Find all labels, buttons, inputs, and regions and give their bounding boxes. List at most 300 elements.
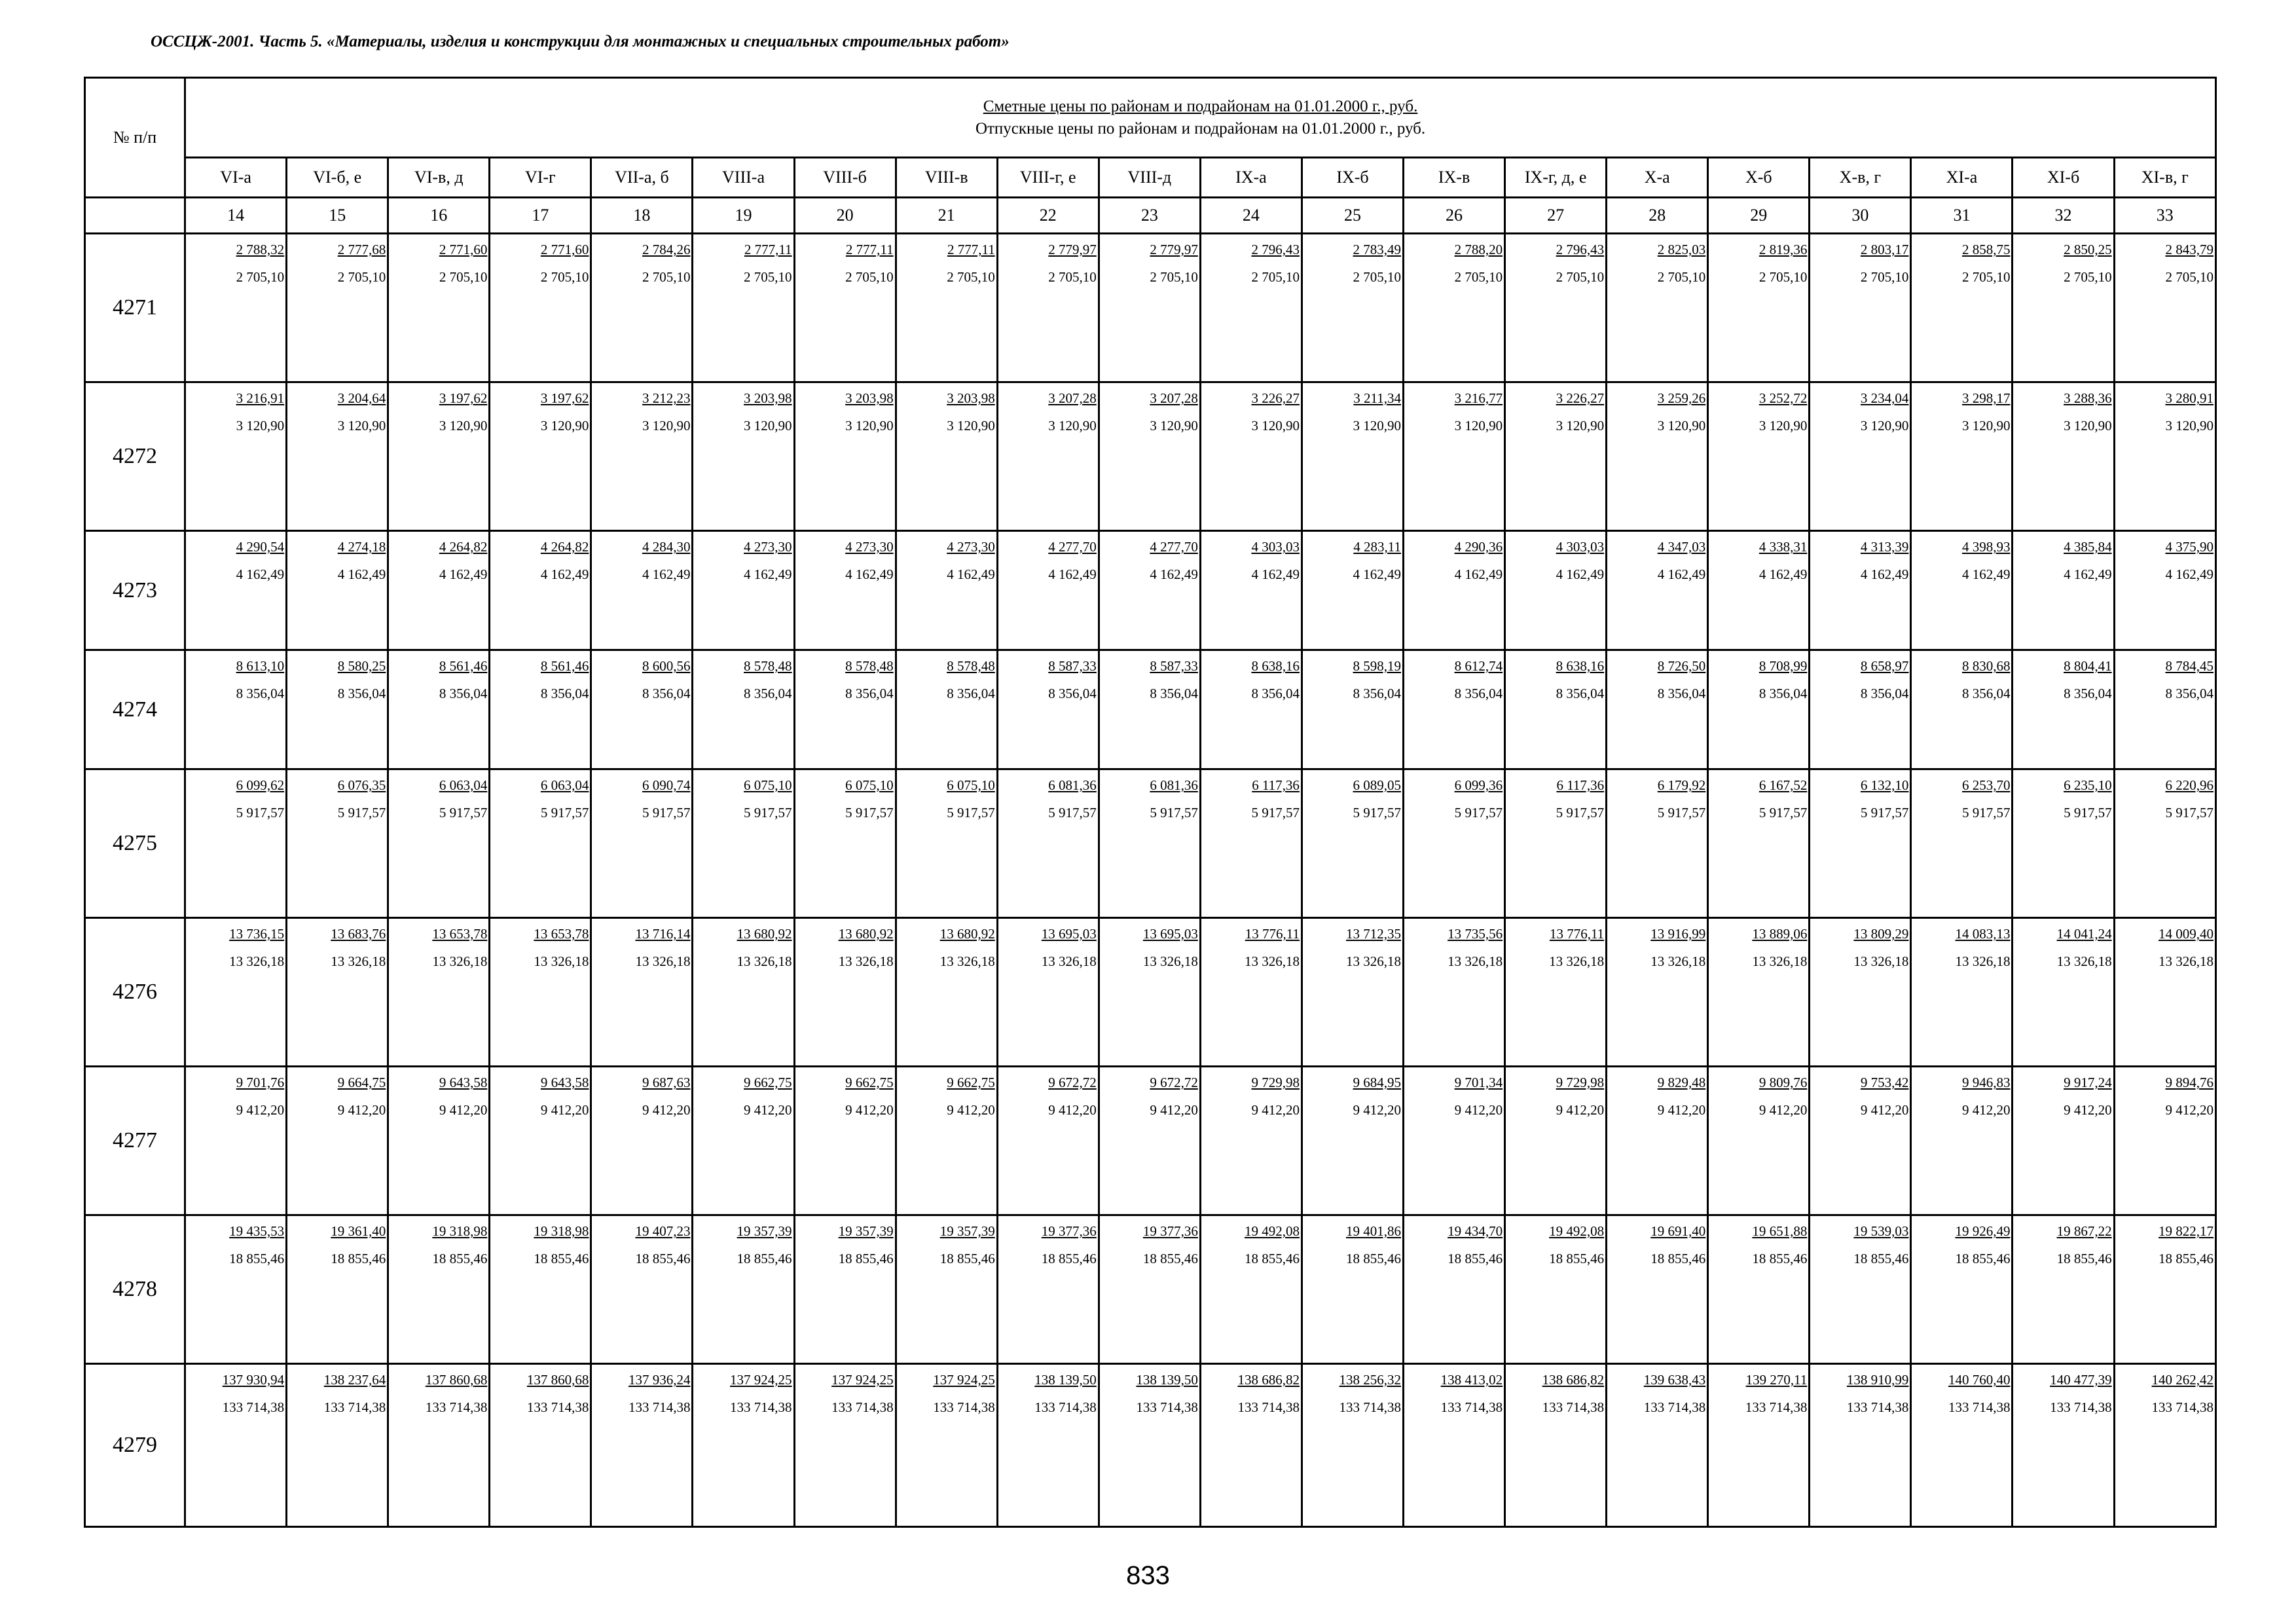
release-price: 4 162,49 — [1657, 566, 1706, 582]
price-cell — [1505, 1067, 1607, 1215]
release-price: 13 326,18 — [737, 953, 792, 969]
column-number: 17 — [490, 198, 591, 234]
release-price: 5 917,57 — [1961, 805, 2011, 821]
table-row — [85, 531, 2216, 650]
release-price: 3 120,90 — [642, 418, 691, 434]
row-number: 4277 — [85, 1067, 185, 1215]
price-cell — [1708, 650, 1810, 769]
price-cell — [591, 1364, 693, 1527]
price-cell — [997, 382, 1099, 531]
column-number: 33 — [2114, 198, 2215, 234]
price-cell — [1911, 234, 2013, 382]
estimate-price: 137 924,25 — [730, 1372, 792, 1388]
price-cell — [997, 234, 1099, 382]
price-cell — [1200, 1067, 1302, 1215]
column-number: 31 — [1911, 198, 2013, 234]
price-cell — [287, 918, 388, 1067]
price-cell — [2013, 1067, 2114, 1215]
estimate-price: 6 220,96 — [2165, 777, 2214, 793]
title-estimate: Сметные цены по районам и подрайонам на 01.01.2000 г., руб. — [983, 97, 1418, 115]
estimate-price: 4 264,82 — [540, 539, 589, 555]
price-cell — [997, 531, 1099, 650]
price-cell — [388, 918, 490, 1067]
estimate-price: 14 009,40 — [2159, 926, 2214, 942]
column-number: 23 — [1099, 198, 1200, 234]
release-price: 5 917,57 — [744, 805, 792, 821]
release-price: 18 855,46 — [635, 1251, 691, 1266]
release-price: 18 855,46 — [1346, 1251, 1402, 1266]
row-number: 4274 — [85, 650, 185, 769]
release-price: 18 855,46 — [1549, 1251, 1605, 1266]
price-cell — [1708, 382, 1810, 531]
release-price: 133 714,38 — [1542, 1399, 1605, 1415]
release-price: 8 356,04 — [845, 686, 894, 701]
estimate-price: 2 777,11 — [744, 242, 792, 257]
price-cell — [1200, 382, 1302, 531]
release-price: 2 705,10 — [2064, 269, 2112, 285]
price-cell — [1708, 1215, 1810, 1364]
release-price: 4 162,49 — [1353, 566, 1402, 582]
release-price: 4 162,49 — [1961, 566, 2011, 582]
price-cell — [1302, 1364, 1403, 1527]
price-cell — [1810, 650, 1911, 769]
estimate-price: 6 090,74 — [642, 777, 691, 793]
estimate-price: 139 638,43 — [1643, 1372, 1706, 1388]
price-cell — [2114, 769, 2215, 918]
release-price: 9 412,20 — [744, 1102, 792, 1118]
release-price: 5 917,57 — [1048, 805, 1097, 821]
estimate-price: 8 784,45 — [2165, 658, 2214, 674]
release-price: 2 705,10 — [1048, 269, 1097, 285]
price-cell — [1708, 1364, 1810, 1527]
release-price: 3 120,90 — [1353, 418, 1402, 434]
release-price: 3 120,90 — [2165, 418, 2214, 434]
estimate-price: 3 204,64 — [337, 390, 386, 406]
estimate-price: 137 860,68 — [425, 1372, 488, 1388]
district-header: XI-б — [2013, 158, 2114, 198]
release-price: 8 356,04 — [1150, 686, 1198, 701]
price-cell — [185, 234, 287, 382]
estimate-price: 9 662,75 — [744, 1075, 792, 1090]
release-price: 3 120,90 — [236, 418, 285, 434]
release-price: 9 412,20 — [2165, 1102, 2214, 1118]
estimate-price: 138 413,02 — [1440, 1372, 1503, 1388]
release-price: 9 412,20 — [1961, 1102, 2011, 1118]
release-price: 18 855,46 — [1853, 1251, 1909, 1266]
estimate-price: 9 643,58 — [540, 1075, 589, 1090]
price-cell — [794, 234, 896, 382]
release-price: 4 162,49 — [236, 566, 285, 582]
release-price: 18 855,46 — [229, 1251, 285, 1266]
estimate-price: 138 256,32 — [1339, 1372, 1402, 1388]
price-cell — [1099, 382, 1200, 531]
page-header: ОССЦЖ-2001. Часть 5. «Материалы, изделия и конструкции для монтажных и специальных строительных работ» — [151, 33, 1010, 50]
release-price: 133 714,38 — [425, 1399, 488, 1415]
release-price: 9 412,20 — [1556, 1102, 1605, 1118]
release-price: 3 120,90 — [2064, 418, 2112, 434]
estimate-price: 3 298,17 — [1961, 390, 2011, 406]
estimate-price: 13 653,78 — [432, 926, 488, 942]
release-price: 8 356,04 — [1758, 686, 1808, 701]
price-cell — [591, 382, 693, 531]
release-price: 13 326,18 — [1041, 953, 1097, 969]
release-price: 5 917,57 — [1454, 805, 1503, 821]
release-price: 133 714,38 — [1339, 1399, 1402, 1415]
price-cell — [2114, 1067, 2215, 1215]
price-cell — [1200, 918, 1302, 1067]
price-cell — [287, 769, 388, 918]
price-cell — [1810, 918, 1911, 1067]
release-price: 2 705,10 — [642, 269, 691, 285]
estimate-price: 6 063,04 — [439, 777, 488, 793]
row-number: 4272 — [85, 382, 185, 531]
release-price: 133 714,38 — [831, 1399, 894, 1415]
release-price: 2 705,10 — [540, 269, 589, 285]
price-cell — [997, 1215, 1099, 1364]
release-price: 18 855,46 — [1650, 1251, 1706, 1266]
price-cell — [693, 1215, 794, 1364]
estimate-price: 8 726,50 — [1657, 658, 1706, 674]
price-cell — [591, 1215, 693, 1364]
release-price: 8 356,04 — [642, 686, 691, 701]
release-price: 13 326,18 — [635, 953, 691, 969]
estimate-price: 4 385,84 — [2064, 539, 2112, 555]
price-cell — [388, 382, 490, 531]
estimate-price: 13 683,76 — [331, 926, 386, 942]
district-header: IX-г, д, е — [1505, 158, 1607, 198]
price-cell — [693, 918, 794, 1067]
estimate-price: 9 753,42 — [1860, 1075, 1909, 1090]
estimate-price: 2 843,79 — [2165, 242, 2214, 257]
price-cell — [1708, 769, 1810, 918]
price-cell — [1708, 531, 1810, 650]
estimate-price: 13 776,11 — [1549, 926, 1605, 942]
district-header: IX-в — [1404, 158, 1505, 198]
release-price: 9 412,20 — [439, 1102, 488, 1118]
release-price: 2 705,10 — [2165, 269, 2214, 285]
column-number: 20 — [794, 198, 896, 234]
release-price: 133 714,38 — [1136, 1399, 1198, 1415]
table-row — [85, 918, 2216, 1067]
release-price: 3 120,90 — [1758, 418, 1808, 434]
estimate-price: 3 197,62 — [439, 390, 488, 406]
release-price: 5 917,57 — [1657, 805, 1706, 821]
district-header: X-б — [1708, 158, 1810, 198]
release-price: 4 162,49 — [439, 566, 488, 582]
price-cell — [2114, 531, 2215, 650]
estimate-price: 139 270,11 — [1745, 1372, 1808, 1388]
price-cell — [1200, 531, 1302, 650]
district-header: VII-а, б — [591, 158, 693, 198]
estimate-price: 3 259,26 — [1657, 390, 1706, 406]
estimate-price: 6 081,36 — [1150, 777, 1198, 793]
release-price: 5 917,57 — [947, 805, 995, 821]
estimate-price: 2 796,43 — [1556, 242, 1605, 257]
release-price: 9 412,20 — [845, 1102, 894, 1118]
release-price: 2 705,10 — [1961, 269, 2011, 285]
column-number: 26 — [1404, 198, 1505, 234]
price-cell — [1099, 234, 1200, 382]
release-price: 8 356,04 — [1860, 686, 1909, 701]
estimate-price: 137 860,68 — [526, 1372, 589, 1388]
price-cell — [2013, 234, 2114, 382]
price-cell — [1708, 1067, 1810, 1215]
price-cell — [185, 1067, 287, 1215]
price-cell — [2013, 382, 2114, 531]
estimate-price: 6 075,10 — [845, 777, 894, 793]
price-cell — [1302, 382, 1403, 531]
estimate-price: 19 357,39 — [838, 1223, 894, 1239]
estimate-price: 6 063,04 — [540, 777, 589, 793]
estimate-price: 13 735,56 — [1448, 926, 1503, 942]
estimate-price: 2 796,43 — [1251, 242, 1300, 257]
release-price: 3 120,90 — [1556, 418, 1605, 434]
estimate-price: 8 587,33 — [1150, 658, 1198, 674]
release-price: 13 326,18 — [1448, 953, 1503, 969]
price-cell — [388, 1215, 490, 1364]
price-cell — [388, 531, 490, 650]
row-number: 4276 — [85, 918, 185, 1067]
release-price: 13 326,18 — [1346, 953, 1402, 969]
estimate-price: 13 712,35 — [1346, 926, 1402, 942]
estimate-price: 9 664,75 — [337, 1075, 386, 1090]
release-price: 5 917,57 — [1556, 805, 1605, 821]
price-cell — [1911, 382, 2013, 531]
estimate-price: 3 226,27 — [1556, 390, 1605, 406]
price-cell — [287, 1364, 388, 1527]
release-price: 9 412,20 — [1048, 1102, 1097, 1118]
release-price: 133 714,38 — [2151, 1399, 2214, 1415]
release-price: 9 412,20 — [236, 1102, 285, 1118]
price-cell — [1911, 1067, 2013, 1215]
estimate-price: 13 809,29 — [1853, 926, 1909, 942]
release-price: 8 356,04 — [1454, 686, 1503, 701]
release-price: 4 162,49 — [1860, 566, 1909, 582]
estimate-price: 8 600,56 — [642, 658, 691, 674]
estimate-price: 6 167,52 — [1758, 777, 1808, 793]
price-cell — [1404, 234, 1505, 382]
price-cell — [1302, 918, 1403, 1067]
price-cell — [388, 769, 490, 918]
price-cell — [1708, 234, 1810, 382]
price-cell — [388, 650, 490, 769]
release-price: 18 855,46 — [939, 1251, 995, 1266]
release-price: 2 705,10 — [236, 269, 285, 285]
release-price: 2 705,10 — [1758, 269, 1808, 285]
row-number: 4271 — [85, 234, 185, 382]
release-price: 3 120,90 — [1860, 418, 1909, 434]
table-row — [85, 1067, 2216, 1215]
estimate-price: 9 662,75 — [845, 1075, 894, 1090]
estimate-price: 4 338,31 — [1758, 539, 1808, 555]
price-cell — [2114, 1364, 2215, 1527]
estimate-price: 3 203,98 — [947, 390, 995, 406]
release-price: 133 714,38 — [933, 1399, 995, 1415]
price-cell — [490, 1067, 591, 1215]
estimate-price: 19 539,03 — [1853, 1223, 1909, 1239]
price-cell — [591, 234, 693, 382]
price-cell — [1099, 1364, 1200, 1527]
price-cell — [1099, 1067, 1200, 1215]
price-cell — [2013, 1364, 2114, 1527]
release-price: 8 356,04 — [744, 686, 792, 701]
estimate-price: 9 829,48 — [1657, 1075, 1706, 1090]
release-price: 13 326,18 — [2159, 953, 2214, 969]
estimate-price: 6 117,36 — [1556, 777, 1605, 793]
release-price: 3 120,90 — [540, 418, 589, 434]
estimate-price: 8 804,41 — [2064, 658, 2112, 674]
estimate-price: 4 283,11 — [1353, 539, 1402, 555]
release-price: 13 326,18 — [1752, 953, 1808, 969]
release-price: 9 412,20 — [1657, 1102, 1706, 1118]
price-cell — [591, 769, 693, 918]
estimate-price: 3 211,34 — [1353, 390, 1402, 406]
column-number: 29 — [1708, 198, 1810, 234]
release-price: 133 714,38 — [1034, 1399, 1097, 1415]
estimate-price: 8 638,16 — [1556, 658, 1605, 674]
release-price: 8 356,04 — [1251, 686, 1300, 701]
price-cell — [1404, 769, 1505, 918]
estimate-price: 19 492,08 — [1549, 1223, 1605, 1239]
price-cell — [2013, 769, 2114, 918]
price-cell — [794, 531, 896, 650]
release-price: 5 917,57 — [439, 805, 488, 821]
price-cell — [794, 769, 896, 918]
price-cell — [794, 650, 896, 769]
district-header: X-а — [1607, 158, 1708, 198]
estimate-price: 19 318,98 — [432, 1223, 488, 1239]
estimate-price: 19 435,53 — [229, 1223, 285, 1239]
price-cell — [1302, 650, 1403, 769]
release-price: 8 356,04 — [540, 686, 589, 701]
estimate-price: 13 695,03 — [1041, 926, 1097, 942]
release-price: 8 356,04 — [947, 686, 995, 701]
release-price: 9 412,20 — [1758, 1102, 1808, 1118]
price-cell — [1911, 1364, 2013, 1527]
release-price: 3 120,90 — [744, 418, 792, 434]
table-row — [85, 650, 2216, 769]
estimate-price: 4 313,39 — [1860, 539, 1909, 555]
price-cell — [1607, 1067, 1708, 1215]
release-price: 5 917,57 — [540, 805, 589, 821]
price-cell — [185, 918, 287, 1067]
release-price: 13 326,18 — [432, 953, 488, 969]
estimate-price: 13 736,15 — [229, 926, 285, 942]
column-number-blank — [85, 198, 185, 234]
price-cell — [896, 650, 997, 769]
release-price: 133 714,38 — [1948, 1399, 2011, 1415]
estimate-price: 9 894,76 — [2165, 1075, 2214, 1090]
estimate-price: 140 477,39 — [2050, 1372, 2112, 1388]
estimate-price: 138 910,99 — [1846, 1372, 1909, 1388]
release-price: 3 120,90 — [337, 418, 386, 434]
release-price: 9 412,20 — [1251, 1102, 1300, 1118]
price-cell — [185, 650, 287, 769]
estimate-price: 8 830,68 — [1961, 658, 2011, 674]
release-price: 8 356,04 — [1353, 686, 1402, 701]
estimate-price: 2 803,17 — [1860, 242, 1909, 257]
estimate-price: 19 434,70 — [1448, 1223, 1503, 1239]
price-cell — [185, 769, 287, 918]
estimate-price: 19 357,39 — [737, 1223, 792, 1239]
release-price: 3 120,90 — [1454, 418, 1503, 434]
column-number: 28 — [1607, 198, 1708, 234]
price-cell — [794, 1215, 896, 1364]
column-number: 14 — [185, 198, 287, 234]
release-price: 8 356,04 — [2165, 686, 2214, 701]
estimate-price: 13 776,11 — [1245, 926, 1300, 942]
release-price: 133 714,38 — [323, 1399, 386, 1415]
price-cell — [1200, 234, 1302, 382]
estimate-price: 19 492,08 — [1244, 1223, 1300, 1239]
estimate-price: 3 197,62 — [540, 390, 589, 406]
estimate-price: 9 729,98 — [1556, 1075, 1605, 1090]
estimate-price: 4 264,82 — [439, 539, 488, 555]
estimate-price: 6 075,10 — [744, 777, 792, 793]
price-cell — [1302, 1067, 1403, 1215]
estimate-price: 4 277,70 — [1048, 539, 1097, 555]
price-cell — [1505, 769, 1607, 918]
estimate-price: 2 788,32 — [236, 242, 285, 257]
release-price: 5 917,57 — [2064, 805, 2112, 821]
release-price: 18 855,46 — [432, 1251, 488, 1266]
estimate-price: 138 139,50 — [1034, 1372, 1097, 1388]
estimate-price: 8 638,16 — [1251, 658, 1300, 674]
release-price: 13 326,18 — [1650, 953, 1706, 969]
price-cell — [2114, 918, 2215, 1067]
estimate-price: 19 651,88 — [1752, 1223, 1808, 1239]
estimate-price: 4 290,36 — [1454, 539, 1503, 555]
price-cell — [997, 1364, 1099, 1527]
release-price: 5 917,57 — [1353, 805, 1402, 821]
price-cell — [388, 234, 490, 382]
estimate-price: 4 273,30 — [744, 539, 792, 555]
price-cell — [2013, 1215, 2114, 1364]
price-cell — [1200, 650, 1302, 769]
release-price: 3 120,90 — [947, 418, 995, 434]
estimate-price: 138 237,64 — [323, 1372, 386, 1388]
price-cell — [693, 234, 794, 382]
table-row — [85, 1364, 2216, 1527]
estimate-price: 13 916,99 — [1650, 926, 1706, 942]
price-cell — [1099, 918, 1200, 1067]
release-price: 4 162,49 — [540, 566, 589, 582]
estimate-price: 8 658,97 — [1860, 658, 1909, 674]
estimate-price: 9 672,72 — [1048, 1075, 1097, 1090]
price-cell — [1505, 650, 1607, 769]
price-cell — [1505, 382, 1607, 531]
district-header: XI-в, г — [2114, 158, 2215, 198]
district-header: VI-г — [490, 158, 591, 198]
estimate-price: 137 930,94 — [222, 1372, 285, 1388]
column-number: 32 — [2013, 198, 2114, 234]
release-price: 133 714,38 — [1237, 1399, 1300, 1415]
table-row — [85, 382, 2216, 531]
price-cell — [2114, 1215, 2215, 1364]
price-cell — [1810, 234, 1911, 382]
estimate-price: 4 273,30 — [845, 539, 894, 555]
estimate-price: 8 580,25 — [337, 658, 386, 674]
release-price: 9 412,20 — [337, 1102, 386, 1118]
release-price: 8 356,04 — [1657, 686, 1706, 701]
release-price: 5 917,57 — [337, 805, 386, 821]
price-table — [84, 77, 2217, 1528]
release-price: 18 855,46 — [1041, 1251, 1097, 1266]
price-cell — [1607, 1215, 1708, 1364]
estimate-price: 4 290,54 — [236, 539, 285, 555]
price-cell — [591, 650, 693, 769]
release-price: 2 705,10 — [947, 269, 995, 285]
